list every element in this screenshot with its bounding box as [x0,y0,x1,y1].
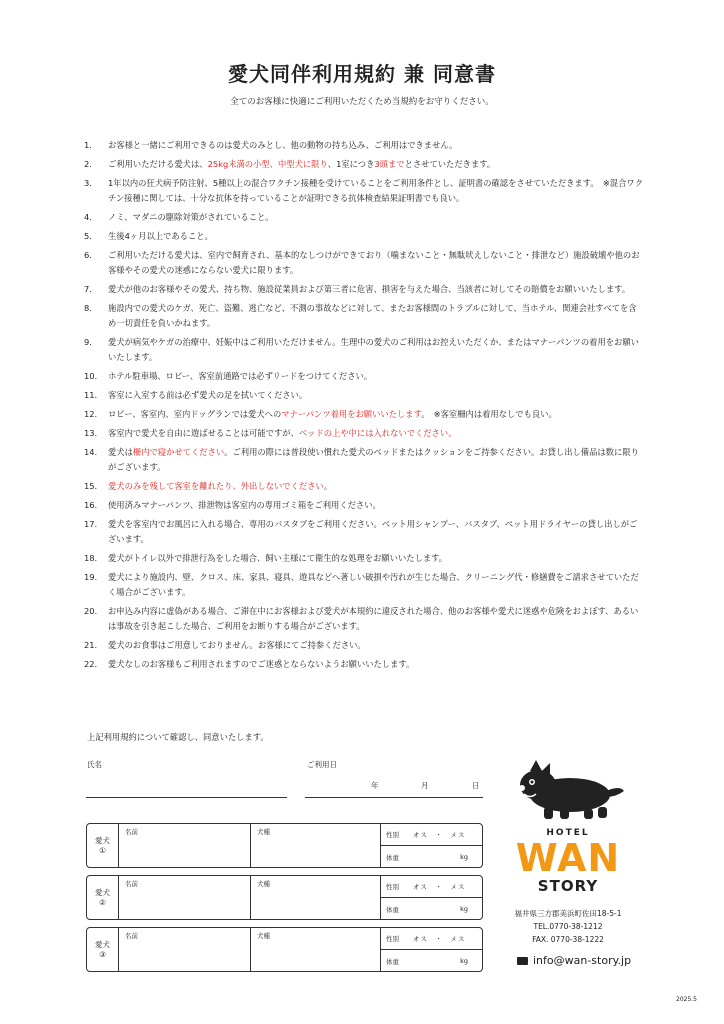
rule-segment: 愛犬なしのお客様もご利用されますのでご迷惑とならないようお願いいたします。 [108,659,415,669]
rule-item [84,517,644,547]
dog-label-text: 愛犬 [95,887,110,897]
dog-name-field[interactable] [119,824,251,867]
rule-item [84,369,644,384]
dog-label-text: 愛犬 [95,939,110,949]
month-label: 月 [421,781,429,790]
rule-text [108,210,644,225]
rule-number: 9. [84,337,92,347]
rule-number: 22. [84,659,98,669]
kg-unit: kg [460,905,468,913]
rule-number: 18. [84,553,98,563]
weight-caption: 体重 [386,957,399,966]
rule-text [108,282,644,297]
rule-number: 13. [84,428,98,438]
name-label: 氏名 [87,760,102,769]
dog-label-text: 愛犬 [95,835,110,845]
sex-options: オス ・ メス [413,831,466,839]
day-label: 日 [472,781,480,790]
rule-text [108,369,644,384]
breed-caption: 犬種 [257,932,270,940]
rule-text [108,570,644,600]
rule-text [108,157,644,172]
brand-story: STORY [537,877,599,895]
weight-caption: 体重 [386,905,399,914]
rule-number: 12. [84,409,98,419]
rule-segment: 愛犬のお食事はご用意しておりません。お客様にてご持参ください。 [108,640,366,650]
dog-name-field[interactable] [119,876,251,919]
rule-item [84,210,644,225]
year-label: 年 [371,781,379,790]
rule-item [84,638,644,653]
breed-caption: 犬種 [257,828,270,836]
rule-item [84,570,644,600]
brand-hotel: HOTEL [546,828,590,838]
rule-segment: お申込み内容に虚偽がある場合、ご滞在中にお客様および愛犬が本規約に違反された場合、他のお客様や愛犬に迷惑や危険をおよぼす、あるいは事故を引き起こした場合、ご利用をお断りする場合がございます。 [108,606,639,631]
rule-number: 11. [84,390,98,400]
rule-item [84,301,644,331]
rule-number: 17. [84,519,98,529]
rule-segment: 。ご利用の際には普段使い慣れた愛犬のベッドまたはクッションをご持参ください。お貸し出し備品は数に限りがございます。 [108,447,639,472]
dog-name-caption: 名前 [125,932,138,940]
rule-segment: 。 ※客室柵内は着用なしでも良い。 [421,409,557,419]
dog-index: ② [99,897,106,907]
rule-text [108,388,644,403]
brand-fax: FAX. 0770-38-1222 [532,935,604,944]
rule-number: 8. [84,303,92,313]
rule-segment: ノミ、マダニの駆除対策がされていること。 [108,212,274,222]
rule-text [108,248,644,278]
rule-text [108,517,644,547]
rule-number: 21. [84,640,98,650]
rule-segment: 愛犬が他のお客様やその愛犬、持ち物、施設従業員および第三者に危害、損害を与えた場合、当該者に対してその賠償をお願いいたします。 [108,284,631,294]
rule-item [84,498,644,513]
dog-weight-field[interactable] [381,950,482,972]
rule-text [108,407,644,422]
dog-mascot-icon [508,755,628,825]
sex-caption: 性別 [386,935,399,943]
dog-sex-field[interactable] [381,928,482,950]
rule-number: 6. [84,250,92,260]
rule-item [84,445,644,475]
rule-item [84,604,644,634]
rule-number: 1. [84,140,92,150]
rule-segment: ご利用いただける愛犬は、 [108,159,208,169]
rule-item [84,335,644,365]
name-field[interactable] [86,784,287,798]
rule-item [84,282,644,297]
rule-segment: ロビー、客室内、室内ドッグランでは愛犬への [108,409,282,419]
rule-number: 14. [84,447,98,457]
rule-item [84,657,644,672]
rule-item [84,138,644,153]
rule-number: 10. [84,371,98,381]
dog-weight-field[interactable] [381,846,482,868]
rule-segment: 愛犬がトイレ以外で排泄行為をした場合、飼い主様にて衛生的な処理をお願いいたします。 [108,553,448,563]
sex-options: オス ・ メス [413,883,466,891]
rule-text [108,176,644,206]
dog-entry-3 [86,927,483,972]
rule-emphasis: 25kg未満の小型、中型犬に限り [207,159,328,169]
rule-number: 19. [84,572,98,582]
date-label: ご利用日 [307,760,337,769]
rule-text [108,426,644,441]
rule-number: 7. [84,284,92,294]
rule-item [84,426,644,441]
rule-text [108,479,644,494]
brand-tel: TEL.0770-38-1212 [533,922,603,931]
dog-label-1 [87,824,119,867]
dog-index: ③ [99,949,106,959]
rule-number: 20. [84,606,98,616]
rule-segment: 。 [323,481,333,491]
weight-caption: 体重 [386,853,399,862]
rule-number: 15. [84,481,98,491]
rule-segment: ご利用いただける愛犬は、室内で飼育され、基本的なしつけができており（噛まないこと・無駄吠えしないこと・排泄など）施設破壊や他のお客様やその愛犬の迷惑にならない愛犬に限ります。 [108,250,640,275]
kg-unit: kg [460,957,468,965]
dog-entry-1 [86,823,483,868]
rule-text [108,445,644,475]
rule-item [84,248,644,278]
rule-text [108,301,644,331]
rule-text [108,498,644,513]
date-field[interactable] [305,784,483,798]
rule-segment: 生後4ヶ月以上であること。 [108,231,213,241]
rule-emphasis: 3頭まで [374,159,405,169]
rule-text [108,229,644,244]
rule-segment: 愛犬により施設内、壁、クロス、床、家具、寝具、遊具などへ著しい破損や汚れが生じた場合、クリーニング代・修繕費をご請求させていただく場合がございます。 [108,572,639,597]
rule-number: 3. [84,178,92,188]
sex-caption: 性別 [386,883,399,891]
breed-caption: 犬種 [257,880,270,888]
rule-text [108,657,644,672]
mail-icon [517,957,528,965]
rule-item [84,479,644,494]
dog-sex-field[interactable] [381,824,482,846]
rule-segment: とさせていただきます。 [404,159,496,169]
rule-segment: 愛犬を客室内でお風呂に入れる場合、専用のバスタブをご利用ください。ペット用シャンプー、バスタブ、ペット用ドライヤーの貸し出しがございます。 [108,519,638,544]
rule-segment: 客室内で愛犬を自由に遊ばせることは可能ですが、 [108,428,299,438]
dog-name-caption: 名前 [125,880,138,888]
brand-address: 福井県三方郡美浜町佐田18-5-1 [514,909,622,918]
dog-breed-field[interactable] [251,928,381,971]
rule-emphasis: ベッドの上や中には入れないでください。 [298,428,457,438]
rule-item [84,388,644,403]
rule-item [84,157,644,172]
rule-segment: 愛犬が病気やケガの治療中、妊娠中はご利用いただけません。生理中の愛犬のご利用はお控えいただくか、またはマナーパンツの着用をお願いいたします。 [108,337,639,362]
rule-text [108,638,644,653]
dog-entry-2 [86,875,483,920]
rule-segment: 愛犬は [108,447,133,457]
rule-segment: ホテル駐車場、ロビー、客室前通路では必ずリードをつけてください。 [108,371,373,381]
kg-unit: kg [460,853,468,861]
rule-number: 5. [84,231,92,241]
rules-list [84,138,644,676]
dog-label-2 [87,876,119,919]
brand-email[interactable] [517,954,631,967]
dog-name-caption: 名前 [125,828,138,836]
rule-segment: 、1室につき [327,159,375,169]
rule-segment: 使用済みマナーパンツ、排泄物は客室内の専用ゴミ箱をご利用ください。 [108,500,381,510]
page-title: 愛犬同伴利用規約 兼 同意書 [228,62,496,86]
rule-number: 16. [84,500,98,510]
dog-name-field[interactable] [119,928,251,971]
dog-sex-field[interactable] [381,876,482,898]
rule-segment: 施設内での愛犬のケガ、死亡、盗難、逃亡など、不測の事故などに対して、またお客様間のトラブルに対して、当ホテル、関連会社すべてを含め一切責任を負いかねます。 [108,303,637,328]
rule-segment: 客室に入室する前は必ず愛犬の足を拭いてください。 [108,390,308,400]
rule-emphasis: 愛犬のみを残して客室を離れたり、外出しないでください [108,481,324,491]
dog-weight-field[interactable] [381,898,482,920]
dog-label-3 [87,928,119,971]
brand-wan: WAN [515,836,621,880]
rule-emphasis: 柵内で寝かせてください [132,447,225,457]
rule-item [84,176,644,206]
dog-index: ① [99,845,106,855]
email-text: info@wan-story.jp [533,954,632,967]
dog-breed-field[interactable] [251,824,381,867]
rule-number: 4. [84,212,92,222]
rule-item [84,551,644,566]
rule-text [108,551,644,566]
rule-number: 2. [84,159,92,169]
rule-text [108,335,644,365]
rule-text [108,604,644,634]
rule-segment: 1年以内の狂犬病予防注射、5種以上の混合ワクチン接種を受けていることをご利用条件とし、証明書の確認をさせていただきます。 ※混合ワクチン接種に関しては、十分な抗体を持っていることが証明できる抗体検査結果証明書でも良い。 [108,178,643,203]
agree-text: 上記利用規約について確認し、同意いたします。 [87,732,269,742]
sex-caption: 性別 [386,831,399,839]
rule-item [84,407,644,422]
rule-emphasis: マナーパンツ着用をお願いいたします [281,409,422,419]
sex-options: オス ・ メス [413,935,466,943]
page-subtitle: 全てのお客様に快適にご利用いただくため当規約をお守りください。 [230,97,494,107]
rule-item [84,229,644,244]
dog-breed-field[interactable] [251,876,381,919]
version-label: 2025.5 [676,996,697,1003]
rule-segment: お客様と一緒にご利用できるのは愛犬のみとし、他の動物の持ち込み、ご利用はできません。 [108,140,458,150]
rule-text [108,138,644,153]
